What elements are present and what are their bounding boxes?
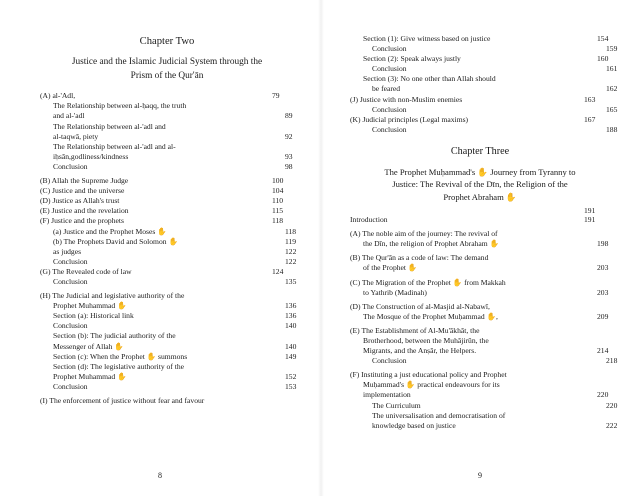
toc-entry[interactable] [40, 372, 307, 382]
toc-entry-label: (I) The enforcement of justice without fear and favour [40, 396, 205, 406]
toc-entry-label: Conclusion [53, 161, 88, 171]
toc-left [40, 91, 297, 406]
toc-entry-page: 115 [272, 206, 284, 216]
toc-entry-page: 222 [606, 420, 618, 430]
toc-entry[interactable] [40, 331, 307, 341]
toc-entry-label: Conclusion [53, 381, 88, 391]
toc-entry[interactable] [40, 122, 307, 132]
toc-entry-label: Conclusion [372, 356, 407, 366]
toc-entry[interactable] [40, 162, 307, 172]
chapter-two-title-line2: Prism of the Qur'ān [130, 70, 204, 81]
toc-entry[interactable] [350, 84, 632, 94]
toc-entry-page: 161 [606, 64, 618, 74]
toc-entry[interactable] [350, 302, 610, 312]
toc-entry[interactable] [40, 382, 307, 392]
toc-entry-label: Messenger of Allah ✋ [53, 341, 124, 351]
toc-entry[interactable] [350, 105, 632, 115]
toc-entry[interactable] [350, 411, 632, 421]
toc-entry-page: 165 [606, 104, 618, 114]
chapter-three-title-line2: Justice: The Revival of the Dīn, the Religion of the [392, 179, 568, 190]
toc-entry-page: 220 [606, 400, 618, 410]
toc-entry-label: The Relationship between al-ḥaqq, the truth [53, 101, 187, 111]
toc-entry-label: (D) The Construction of al-Masjid al-Nabawī, [350, 301, 490, 311]
toc-entry[interactable] [350, 263, 623, 273]
toc-right-bottom [350, 215, 618, 431]
toc-entry[interactable] [350, 64, 632, 74]
toc-entry-label: Conclusion [53, 321, 88, 331]
toc-entry-label: (F) Justice and the prophets [40, 216, 124, 226]
toc-entry-page: 104 [272, 186, 284, 196]
toc-entry[interactable] [350, 253, 610, 263]
toc-entry-label: Conclusion [53, 256, 88, 266]
toc-entry-label: Prophet Muhammad ✋ [53, 301, 127, 311]
toc-entry-label: The Curriculum [372, 400, 421, 410]
toc-entry[interactable] [350, 125, 632, 135]
toc-entry-label: Brotherhood, between the Muhājirūn, the [363, 336, 489, 346]
toc-entry-label: be feared [372, 84, 401, 94]
toc-entry[interactable] [40, 111, 307, 121]
toc-entry-label: (D) Justice as Allah's trust [40, 196, 120, 206]
toc-entry-label: iḥsān,godliness/kindness [53, 151, 129, 161]
toc-entry-label: (H) The Judicial and legislative authority of the [40, 291, 185, 301]
toc-entry[interactable] [40, 91, 294, 101]
toc-entry[interactable] [350, 215, 610, 225]
chapter-three-title-line3: Prophet Abraham ✋ [443, 191, 517, 202]
toc-entry-label: the Dīn, the religion of Prophet Abraham ✋ [363, 239, 499, 249]
toc-entry[interactable] [350, 336, 623, 346]
toc-entry-page: 110 [272, 196, 284, 206]
toc-entry[interactable] [40, 301, 307, 311]
toc-entry-label: Section (1): Give witness based on justice [363, 34, 491, 43]
toc-entry-label: (E) The Establishment of Al-Mu'ākhāt, the [350, 325, 480, 335]
chapter-three-label: Chapter Three [450, 145, 510, 157]
toc-entry[interactable] [40, 321, 307, 331]
chapter-three-title-line1: The Prophet Muḥammad's ✋ Journey from Tyranny to [384, 166, 576, 177]
toc-entry[interactable] [40, 142, 307, 152]
toc-entry-page: 118 [272, 216, 284, 226]
toc-entry[interactable] [350, 370, 610, 380]
toc-entry-label: Section (3): No one other than Allah should [363, 74, 496, 84]
toc-entry-label: Section (c): When the Prophet ✋ summons [53, 351, 188, 361]
toc-entry-page: 136 [285, 301, 297, 311]
toc-entry[interactable] [350, 115, 610, 125]
toc-entry[interactable] [40, 132, 307, 142]
toc-entry-page: 191 [584, 215, 596, 225]
chapter-three-page [350, 206, 610, 215]
toc-entry-page: 220 [597, 390, 609, 400]
toc-entry-label: to Yathrib (Madinah) [363, 287, 427, 297]
chapter-two-label: Chapter Two [139, 36, 195, 47]
chapter-two-heading [40, 34, 294, 83]
toc-entry[interactable] [40, 267, 294, 277]
toc-entry[interactable] [350, 380, 623, 390]
toc-entry-page: 93 [285, 151, 293, 161]
toc-entry-label: Section (b): The judicial authority of the [53, 331, 176, 341]
toc-entry[interactable] [40, 186, 294, 196]
toc-entry[interactable] [350, 346, 623, 356]
toc-entry[interactable] [350, 288, 623, 298]
toc-entry-label: implementation [363, 390, 411, 400]
toc-entry-label: al-taqwā, piety [53, 131, 99, 141]
toc-entry[interactable] [350, 239, 623, 249]
folio-left: 8 [158, 471, 162, 480]
toc-entry-page: 203 [597, 263, 609, 273]
toc-entry-page: 136 [285, 311, 297, 321]
toc-entry[interactable] [350, 54, 623, 64]
toc-entry-page: 140 [285, 321, 297, 331]
toc-entry-page: 140 [285, 341, 297, 351]
toc-entry-label: (a) Justice and the Prophet Moses ✋ [53, 226, 167, 236]
chapter-three-page-number: 191 [584, 206, 596, 216]
toc-entry-page: 118 [285, 226, 297, 236]
toc-entry-page: 153 [285, 381, 297, 391]
toc-entry-label: The Relationship between al-'adl and [53, 121, 166, 131]
toc-entry-label: Conclusion [53, 276, 88, 286]
toc-entry-label: Conclusion [372, 64, 407, 74]
toc-entry-label: (b) The Prophets David and Solomon ✋ [53, 236, 178, 246]
toc-entry-label: (E) Justice and the revelation [40, 206, 129, 216]
toc-entry-page: 214 [597, 346, 609, 356]
toc-entry[interactable] [40, 277, 307, 287]
toc-entry-label: Conclusion [372, 124, 407, 134]
toc-entry-label: Section (d): The legislative authority of the [53, 361, 185, 371]
toc-entry[interactable] [350, 229, 610, 239]
toc-entry[interactable] [40, 237, 307, 247]
toc-entry[interactable] [40, 227, 307, 237]
toc-entry-page: 124 [272, 266, 284, 276]
toc-entry[interactable] [350, 74, 623, 84]
toc-entry[interactable] [40, 216, 294, 226]
toc-entry-label: as judges [53, 246, 82, 256]
toc-entry-label: knowledge based on justice [372, 420, 456, 430]
toc-entry-label: (C) The Migration of the Prophet ✋ from Makkah [350, 277, 506, 287]
toc-entry[interactable] [350, 312, 623, 322]
toc-entry[interactable] [350, 34, 623, 44]
toc-entry-label: (A) The noble aim of the journey: The revival of [350, 229, 498, 239]
toc-entry-page: 218 [606, 356, 618, 366]
toc-entry-page: 122 [285, 246, 297, 256]
toc-entry[interactable] [40, 342, 307, 352]
toc-entry-label: Conclusion [372, 44, 407, 54]
toc-entry-page: 100 [272, 176, 284, 186]
toc-entry-label: The Mosque of the Prophet Muḥammad ✋, [363, 311, 498, 321]
toc-entry-label: and al-'adl [53, 111, 85, 121]
toc-entry-label: Muḥammad's ✋ practical endeavours for its [363, 380, 500, 390]
toc-entry-page: 163 [584, 94, 596, 104]
toc-entry-label: (F) Instituting a just educational policy and Prophet [350, 370, 507, 380]
toc-entry[interactable] [350, 390, 623, 400]
toc-entry-label: of the Prophet ✋ [363, 263, 418, 273]
toc-entry-label: (C) Justice and the universe [40, 186, 125, 196]
toc-entry-page: 188 [606, 124, 618, 134]
toc-entry-page: 122 [285, 256, 297, 266]
toc-right-top [350, 34, 618, 135]
toc-entry-label: Introduction [350, 215, 388, 225]
toc-entry[interactable] [40, 291, 294, 301]
toc-entry[interactable] [40, 196, 294, 206]
toc-entry-label: (G) The Revealed code of law [40, 266, 132, 276]
toc-entry-label: (K) Judicial principles (Legal maxims) [350, 114, 469, 124]
toc-entry-page: 154 [597, 34, 609, 43]
toc-entry[interactable] [40, 311, 307, 321]
toc-entry-page: 98 [285, 161, 293, 171]
toc-entry-page: 119 [285, 236, 297, 246]
page-right [320, 0, 640, 496]
chapter-three-heading [350, 145, 610, 203]
toc-entry[interactable] [40, 247, 307, 257]
toc-entry[interactable] [40, 257, 307, 267]
toc-entry-label: Prophet Muhammad ✋ [53, 371, 127, 381]
toc-entry-label: (J) Justice with non-Muslim enemies [350, 94, 463, 104]
chapter-two-title-line1: Justice and the Islamic Judicial System through the [71, 57, 263, 68]
toc-entry-page: 135 [285, 276, 297, 286]
toc-entry[interactable] [350, 401, 632, 411]
toc-entry-label: (B) Allah the Supreme Judge [40, 176, 129, 186]
toc-entry[interactable] [40, 176, 294, 186]
toc-entry[interactable] [350, 356, 632, 366]
toc-entry-label: Conclusion [372, 104, 407, 114]
toc-entry-page: 149 [285, 351, 297, 361]
toc-entry[interactable] [40, 101, 307, 111]
toc-entry-label: Migrants, and the Anṣār, the Helpers. [363, 346, 477, 356]
toc-entry-page: 167 [584, 114, 596, 124]
toc-entry-label: (B) The Qur'ān as a code of law: The demand [350, 253, 489, 263]
toc-entry[interactable] [40, 396, 294, 406]
toc-entry[interactable] [40, 352, 307, 362]
toc-entry[interactable] [350, 95, 610, 105]
toc-entry-label: Section (a): Historical link [53, 311, 134, 321]
toc-entry-label: The universalisation and democratisation of [372, 410, 506, 420]
toc-entry-page: 162 [606, 84, 618, 94]
toc-entry-page: 209 [597, 311, 609, 321]
toc-entry-label: Section (2): Speak always justly [363, 54, 461, 64]
toc-entry[interactable] [40, 206, 294, 216]
toc-entry[interactable] [40, 362, 307, 372]
toc-entry-label: (A) al-'Adl, [40, 91, 76, 101]
toc-entry-page: 79 [272, 91, 280, 101]
toc-entry-page: 203 [597, 287, 609, 297]
folio-right: 9 [478, 471, 482, 480]
toc-entry[interactable] [350, 326, 610, 336]
toc-entry[interactable] [350, 278, 610, 288]
toc-entry-label: The Relationship between al-'adl and al- [53, 141, 176, 151]
toc-entry[interactable] [350, 421, 632, 431]
toc-entry-page: 198 [597, 239, 609, 249]
toc-entry-page: 92 [285, 131, 293, 141]
toc-entry-page: 89 [285, 111, 293, 121]
toc-entry-page: 152 [285, 371, 297, 381]
toc-entry[interactable] [40, 152, 307, 162]
toc-entry[interactable] [350, 44, 632, 54]
toc-entry-page: 159 [606, 44, 618, 54]
toc-entry-page: 160 [597, 54, 609, 64]
